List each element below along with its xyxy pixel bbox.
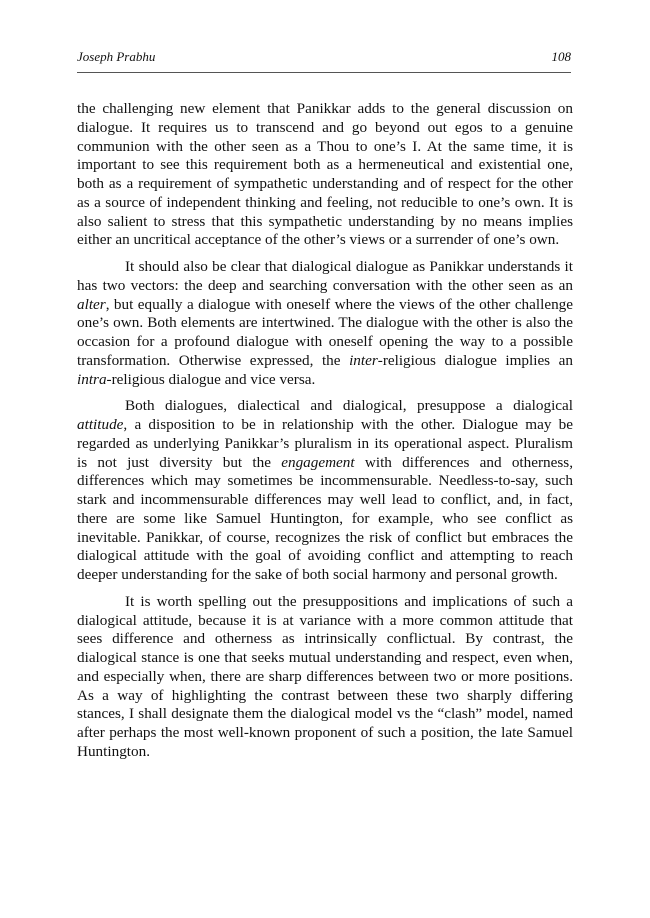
emphasis: attitude	[77, 416, 124, 433]
text-run: the challenging new element that Panikkar adds to the general discussion on dialogue. It requires us to transcend and go beyond out egos to a genuine communion with the other seen as a Thou to one’s I. At the same time, it is important to see this requirement both as a hermeneutical and existential one, both as a requirement of sympathetic understanding and of respect for the other as a source of independent thinking and feeling, not reducible to one’s own. It is also salient to stress that this sympathetic understanding by no means implies either an uncritical acceptance of the other’s views or a surrender of one’s own.	[77, 100, 573, 249]
header-rule	[77, 72, 571, 73]
emphasis: intra	[77, 370, 107, 388]
text-run: It is worth spelling out the presuppositions and implications of such a dialogical attitude, because it is at variance with a more common attitude that sees difference and otherness as intrinsically conflictual. By contrast, the dialogical stance is one that seeks mutual understanding and respect, even when, and especially when, there are sharp differences between two or more positions. As a way of highlighting the contrast between these two sharply differing stances, I shall designate them the dialogical model vs the “clash” model, named after perhaps the most well-known proponent of such a position, the late Samuel Huntington.	[77, 592, 573, 760]
text-run: , a disposition to be in relationship with the other. Dialogue may be regarded as underlying Panikkar’s pluralism in its operational aspect. Pluralism is not just diversity but the	[77, 416, 573, 471]
header-author: Joseph Prabhu	[77, 49, 156, 64]
paragraph	[77, 593, 573, 762]
paragraph	[77, 258, 573, 389]
paragraph	[77, 397, 573, 585]
text-run: -religious dialogue implies an	[377, 351, 573, 369]
emphasis: inter	[349, 351, 378, 369]
paragraph	[77, 100, 573, 250]
text-run: Both dialogues, dialectical and dialogical, presuppose a dialogical	[125, 397, 573, 415]
emphasis: engagement	[281, 453, 355, 471]
text-run: , but equally a dialogue with oneself where the views of the other challenge one’s own. Both elements are intertwined. The dialogue with the other is also the occasion for a profound dialogue with oneself opening the way to a possible transformation. Otherwise expressed, the	[77, 295, 573, 369]
body-text	[77, 100, 573, 770]
text-run: -religious dialogue and vice versa.	[106, 370, 316, 388]
running-header	[77, 49, 571, 65]
page-number: 108	[551, 49, 571, 64]
text-run: It should also be clear that dialogical dialogue as Panikkar understands it has two vectors: the deep and searching conversation with the other seen as an	[77, 258, 573, 294]
emphasis: alter	[77, 295, 106, 313]
text-run: with differences and otherness, differences which may sometimes be incommensurable. Needless-to-say, such stark and incommensurable differences may well lead to conflict, and, in fact, there are some like Samuel Huntington, for example, who see conflict as inevitable. Panikkar, of course, recognizes the risk of conflict but embraces the dialogical attitude with the goal of avoiding conflict and attempting to reach deeper understanding for the sake of both social harmony and personal growth.	[77, 453, 573, 583]
